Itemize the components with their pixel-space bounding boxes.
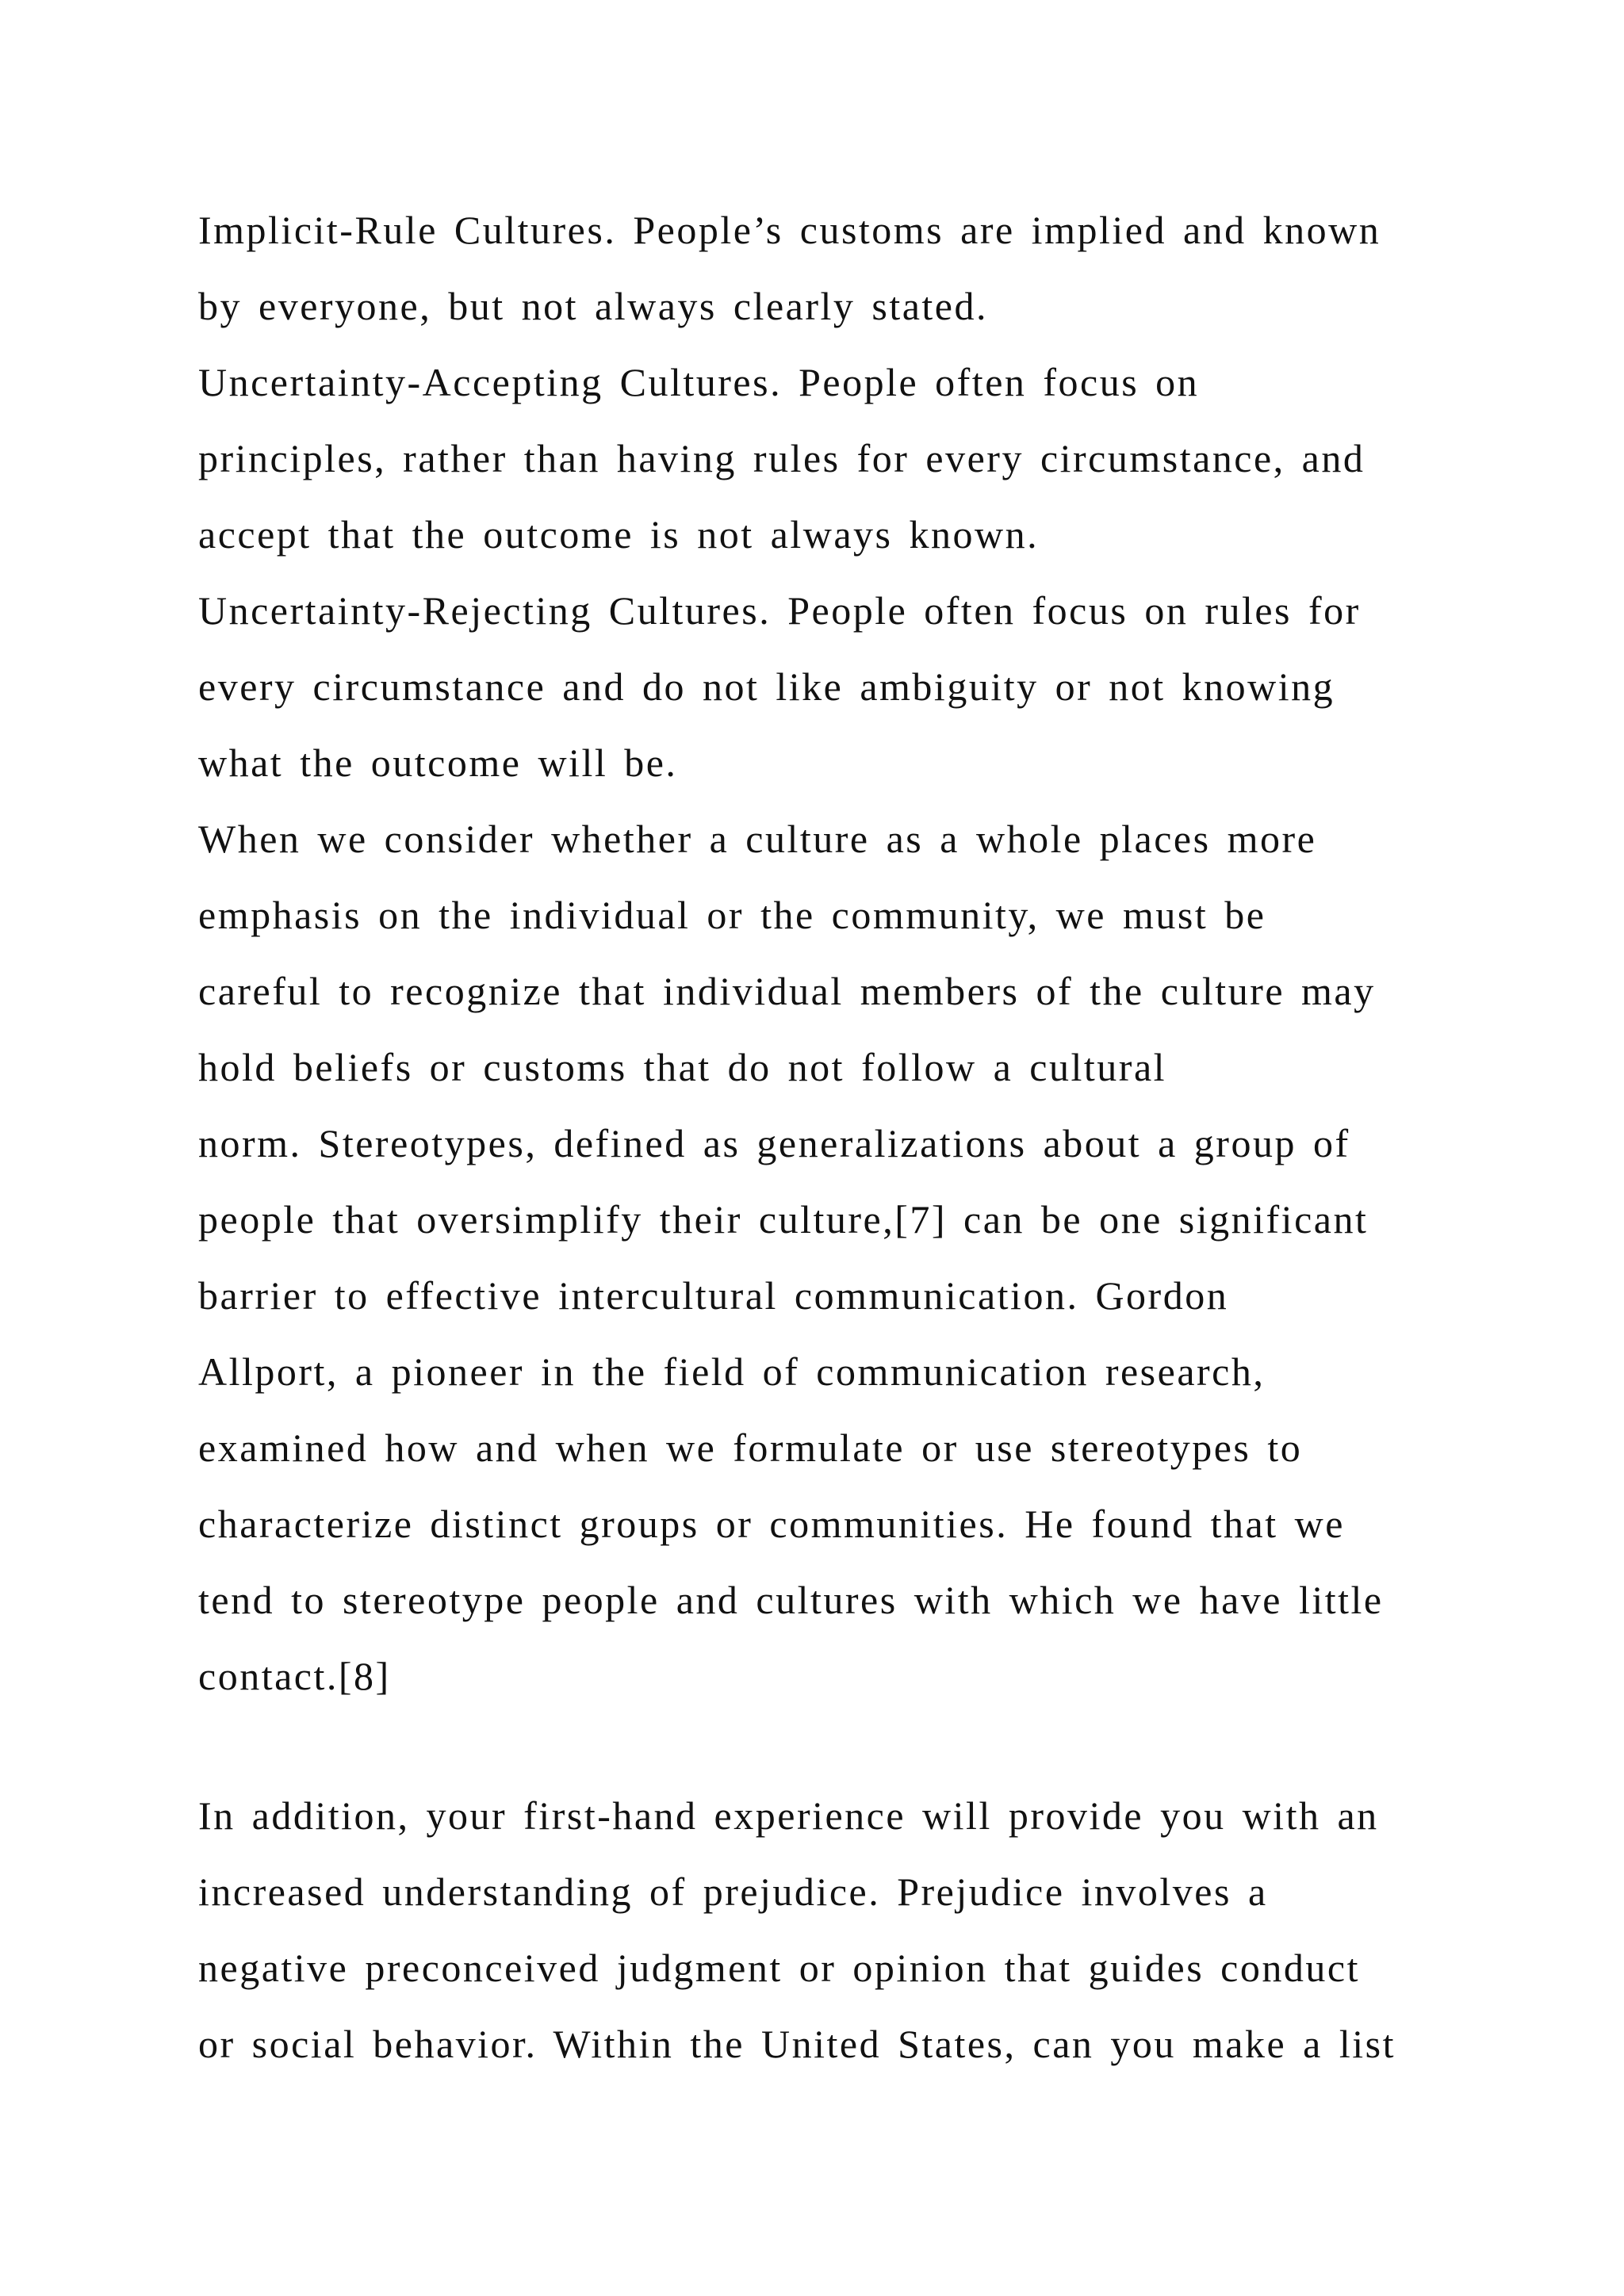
text-line: When we consider whether a culture as a whole places more bbox=[198, 817, 1317, 861]
text-line: barrier to effective intercultural communication. Gordon bbox=[198, 1273, 1229, 1318]
text-line: In addition, your first-hand experience will provide you with an bbox=[198, 1793, 1379, 1838]
text-line: careful to recognize that individual members of the culture may bbox=[198, 969, 1376, 1013]
text-line: negative preconceived judgment or opinion that guides conduct bbox=[198, 1946, 1360, 1990]
paragraph-1 bbox=[198, 192, 1483, 1714]
text-line: Uncertainty-Rejecting Cultures. People often focus on rules for bbox=[198, 588, 1361, 633]
text-line: norm. Stereotypes, defined as generalizations about a group of bbox=[198, 1121, 1350, 1165]
text-line: emphasis on the individual or the community, we must be bbox=[198, 893, 1266, 937]
text-line: or social behavior. Within the United States, can you make a list bbox=[198, 2022, 1396, 2066]
text-line: examined how and when we formulate or use stereotypes to bbox=[198, 1425, 1303, 1470]
text-line: characterize distinct groups or communities. He found that we bbox=[198, 1502, 1345, 1546]
text-line: Implicit-Rule Cultures. People’s customs are implied and known bbox=[198, 208, 1381, 252]
paragraph-2 bbox=[198, 1777, 1483, 2082]
text-line: increased understanding of prejudice. Prejudice involves a bbox=[198, 1869, 1268, 1914]
text-line: what the outcome will be. bbox=[198, 740, 678, 785]
text-line: accept that the outcome is not always known. bbox=[198, 512, 1040, 557]
text-line: by everyone, but not always clearly stated. bbox=[198, 284, 988, 328]
text-line: tend to stereotype people and cultures with which we have little bbox=[198, 1578, 1384, 1622]
text-line: every circumstance and do not like ambiguity or not knowing bbox=[198, 664, 1335, 709]
text-line: Allport, a pioneer in the field of communication research, bbox=[198, 1349, 1266, 1394]
text-line: hold beliefs or customs that do not follow a cultural bbox=[198, 1045, 1167, 1089]
text-line: principles, rather than having rules for every circumstance, and bbox=[198, 436, 1365, 480]
text-line: contact.[8] bbox=[198, 1654, 391, 1698]
text-line: Uncertainty-Accepting Cultures. People often focus on bbox=[198, 360, 1200, 404]
text-line: people that oversimplify their culture,[7] can be one significant bbox=[198, 1197, 1369, 1242]
